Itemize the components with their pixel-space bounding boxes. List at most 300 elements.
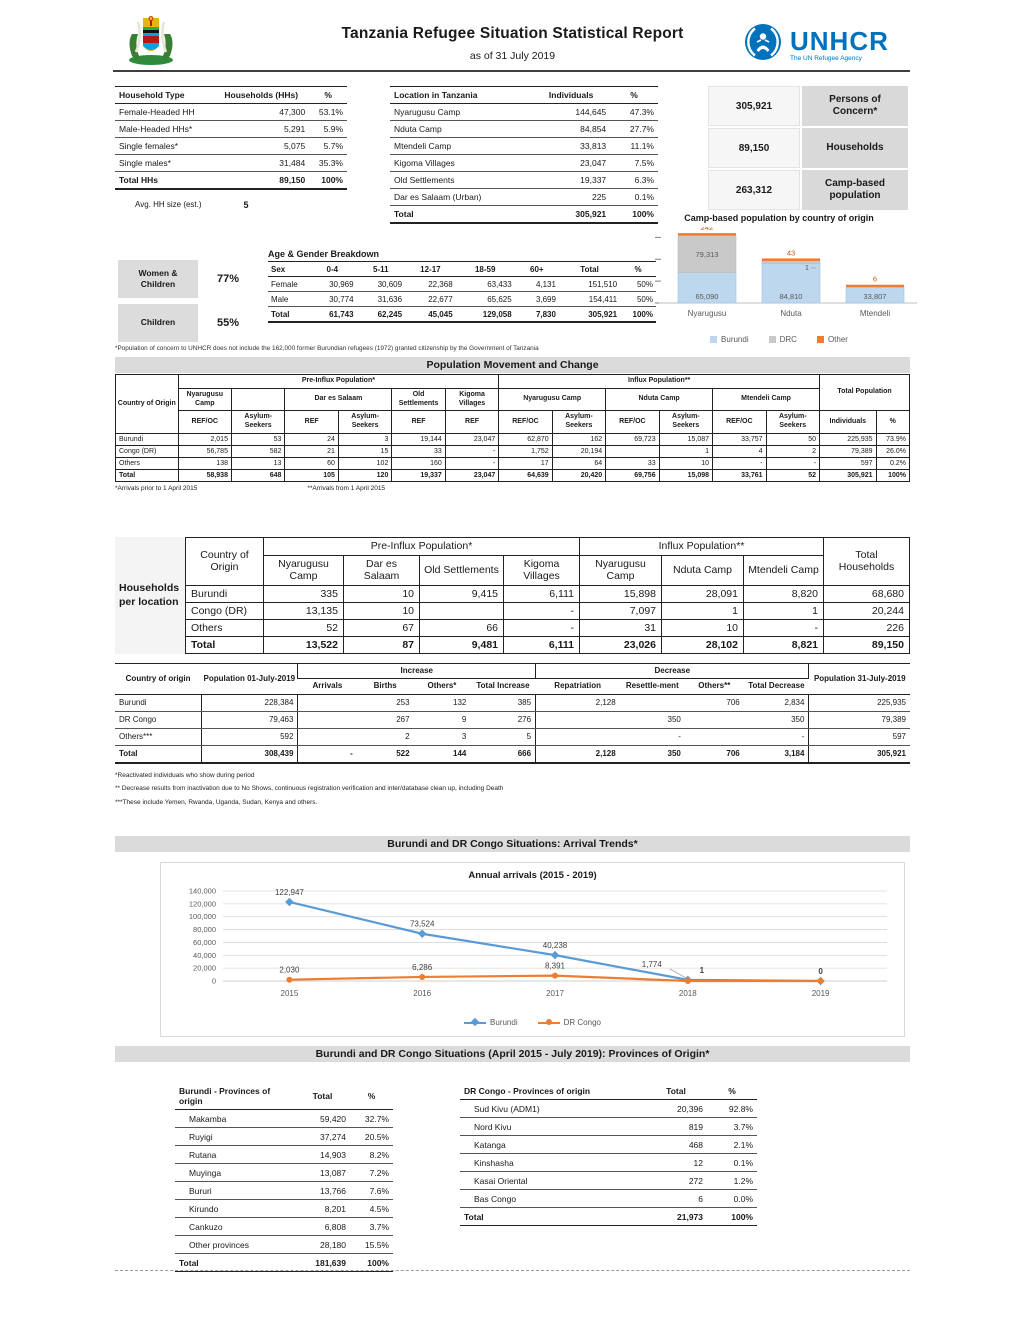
- table-cell: 73.9%: [876, 433, 909, 445]
- table-cell: Ruyigi: [175, 1128, 295, 1146]
- col-18-59: 18-59: [456, 262, 515, 277]
- table-cell: 22,368: [405, 277, 456, 292]
- table-cell: 276: [470, 711, 535, 728]
- sub-header: Asylum-Seekers: [552, 411, 605, 434]
- col-percent: %: [620, 262, 656, 277]
- table-cell: -: [744, 728, 809, 745]
- table-cell: 20,396: [645, 1100, 707, 1118]
- sub-header: Asylum-Seekers: [338, 411, 391, 434]
- table-cell: 597: [809, 728, 910, 745]
- table-cell: 2,128: [536, 745, 620, 763]
- table-cell: 9: [414, 711, 471, 728]
- col-total-households: Total Households: [824, 538, 910, 586]
- table-row: [460, 1172, 757, 1190]
- table-cell: 350: [620, 711, 685, 728]
- movement-section: [115, 357, 910, 492]
- sub-header: REF/OC: [178, 411, 231, 434]
- table-cell: 33: [392, 445, 445, 457]
- stat-value: 305,921: [708, 86, 800, 126]
- stat-label: Persons of Concern*: [802, 86, 908, 126]
- table-cell: 20,420: [552, 469, 605, 481]
- table-row: [460, 1208, 757, 1226]
- col-resettlement: Resettle-ment: [620, 679, 685, 694]
- sub-header: REF/OC: [606, 411, 659, 434]
- table-cell: 23,026: [580, 636, 662, 653]
- stat-persons-of-concern: [708, 86, 908, 126]
- table-cell: 20,244: [824, 602, 910, 619]
- table-cell: 87: [344, 636, 420, 653]
- col-increase-others: Others*: [414, 679, 471, 694]
- chart-title: Annual arrivals (2015 - 2019): [468, 870, 597, 881]
- table-cell: Male: [268, 292, 308, 307]
- table-row: [186, 636, 910, 653]
- table-cell: Rutana: [175, 1146, 295, 1164]
- table-cell: 706: [685, 745, 744, 763]
- svg-text:8,391: 8,391: [544, 961, 566, 971]
- table-cell: 27.7%: [610, 121, 658, 138]
- svg-text:Nyarugusu: Nyarugusu: [687, 309, 727, 319]
- unhcr-logo: [742, 22, 889, 67]
- table-cell: 33,813: [532, 138, 610, 155]
- page-title: Tanzania Refugee Situation Statistical Report: [341, 25, 684, 42]
- table-cell: 68,680: [824, 585, 910, 602]
- col-percent: %: [876, 411, 909, 434]
- table-cell: 2: [766, 445, 820, 457]
- table-cell: 5,075: [213, 138, 309, 155]
- table-cell: 19,337: [532, 172, 610, 189]
- table-cell: 67: [344, 619, 420, 636]
- table-row: [115, 104, 347, 121]
- table-cell: Muyinga: [175, 1164, 295, 1182]
- table-cell: 89,150: [824, 636, 910, 653]
- svg-text:2015: 2015: [280, 989, 299, 998]
- table-cell: 305,921: [809, 745, 910, 763]
- svg-text:0: 0: [211, 976, 216, 986]
- table-cell: 305,921: [559, 307, 620, 323]
- table-row: [390, 155, 658, 172]
- col-arrivals: Arrivals: [298, 679, 357, 694]
- table-cell: Female-Headed HH: [115, 104, 213, 121]
- table-cell: Kigoma Villages: [390, 155, 532, 172]
- table-cell: 35.3%: [309, 155, 347, 172]
- table-cell: 52: [766, 469, 820, 481]
- movement-footnote-pre: *Arrivals prior to 1 April 2015: [115, 484, 198, 492]
- svg-text:100,000: 100,000: [188, 912, 216, 922]
- table-row: [175, 1200, 393, 1218]
- table-cell: [536, 728, 620, 745]
- age-gender-table: [268, 249, 656, 323]
- table-row: [115, 121, 347, 138]
- table-row: [390, 104, 658, 121]
- table-cell: Others: [116, 457, 179, 469]
- col-country-of-origin: Country of Origin: [116, 375, 179, 434]
- svg-text:140,000: 140,000: [188, 886, 216, 896]
- svg-text:2017: 2017: [546, 989, 564, 998]
- svg-text:43: 43: [786, 248, 796, 258]
- page-subtitle: as of 31 July 2019: [469, 50, 556, 62]
- table-cell: Kinshasha: [460, 1154, 645, 1172]
- col-province: Burundi - Provinces of origin: [175, 1083, 295, 1110]
- table-cell: 45,045: [405, 307, 456, 323]
- stat-value: 263,312: [708, 170, 800, 210]
- svg-text:120,000: 120,000: [188, 899, 216, 909]
- svg-text:2016: 2016: [413, 989, 432, 998]
- table-cell: Kirundo: [175, 1200, 295, 1218]
- table-cell: 13,522: [264, 636, 344, 653]
- table-cell: Katanga: [460, 1136, 645, 1154]
- table-cell: Makamba: [175, 1110, 295, 1128]
- table-cell: 267: [357, 711, 414, 728]
- table-cell: 62,870: [499, 433, 552, 445]
- table-cell: 65,625: [456, 292, 515, 307]
- table-cell: 2.1%: [707, 1136, 757, 1154]
- households-location-label: Households per location: [115, 537, 185, 654]
- legend-item: [538, 1018, 601, 1027]
- table-row: [115, 155, 347, 172]
- table-cell: 8,820: [744, 585, 824, 602]
- table-cell: 15.5%: [350, 1236, 393, 1254]
- table-cell: 100%: [876, 469, 909, 481]
- table-cell: 582: [231, 445, 284, 457]
- camp-population-chart: [633, 212, 925, 344]
- table-cell: 7,830: [515, 307, 559, 323]
- svg-text:20,000: 20,000: [193, 963, 216, 973]
- table-cell: 63,433: [456, 277, 515, 292]
- table-cell: -: [766, 457, 820, 469]
- table-cell: 61,743: [308, 307, 357, 323]
- avg-hh-label: Avg. HH size (est.): [135, 200, 202, 209]
- table-cell: 20.5%: [350, 1128, 393, 1146]
- camp-header: Kigoma Villages: [445, 388, 498, 411]
- table-cell: 30,774: [308, 292, 357, 307]
- table-cell: 89,150: [213, 172, 309, 190]
- table-row: [115, 745, 910, 763]
- table-cell: 62,245: [357, 307, 406, 323]
- group-influx: Influx Population**: [580, 538, 824, 556]
- table-cell: -: [445, 445, 498, 457]
- table-cell: 1,752: [499, 445, 552, 457]
- table-cell: 5.7%: [309, 138, 347, 155]
- table-cell: -: [445, 457, 498, 469]
- table-cell: 3.7%: [707, 1118, 757, 1136]
- table-cell: 30,969: [308, 277, 357, 292]
- table-header-row: [116, 375, 910, 389]
- table-cell: 468: [645, 1136, 707, 1154]
- table-header-row: [186, 555, 910, 585]
- table-cell: 53.1%: [309, 104, 347, 121]
- legend-line-marker: [538, 1022, 560, 1024]
- svg-text:122,947: 122,947: [274, 887, 304, 897]
- table-row: [460, 1118, 757, 1136]
- table-cell: 228,384: [201, 694, 298, 711]
- col-total: Total: [559, 262, 620, 277]
- household-type-table: [115, 86, 347, 210]
- svg-text:60,000: 60,000: [193, 937, 216, 947]
- table-cell: 226: [824, 619, 910, 636]
- table-cell: 14,903: [295, 1146, 350, 1164]
- table-cell: Mtendeli Camp: [390, 138, 532, 155]
- col-individuals: Individuals: [532, 87, 610, 104]
- change-footnote-2: ** Decrease results from inactivation due to No Shows, continuous registration verification and inter/database clean up, including Death: [115, 785, 504, 793]
- table-cell: 8.2%: [350, 1146, 393, 1164]
- svg-text:40,238: 40,238: [542, 941, 568, 951]
- table-cell: 79,463: [201, 711, 298, 728]
- camp-header: Old Settlements: [420, 555, 504, 585]
- table-cell: 60: [285, 457, 338, 469]
- camp-header: Nyarugusu Camp: [264, 555, 344, 585]
- table-cell: 1: [662, 602, 744, 619]
- col-percent: %: [309, 87, 347, 104]
- legend-item: [817, 335, 848, 344]
- col-total-decrease: Total Decrease: [744, 679, 809, 694]
- legend-item: [769, 335, 797, 344]
- footer-dashed-divider: [115, 1270, 910, 1271]
- table-cell: -: [298, 745, 357, 763]
- table-row: [390, 189, 658, 206]
- table-row: [390, 172, 658, 189]
- table-cell: 6,111: [504, 636, 580, 653]
- table-cell: 129,058: [456, 307, 515, 323]
- col-location: Location in Tanzania: [390, 87, 532, 104]
- table-row: [116, 433, 910, 445]
- table-cell: 30,609: [357, 277, 406, 292]
- table-cell: Total HHs: [115, 172, 213, 190]
- camp-header: Dar es Salaam: [285, 388, 392, 411]
- circle-marker-icon: [546, 1019, 552, 1025]
- table-cell: 648: [231, 469, 284, 481]
- table-cell: Old Settlements: [390, 172, 532, 189]
- table-cell: 3,699: [515, 292, 559, 307]
- table-cell: 305,921: [820, 469, 876, 481]
- change-footnote-1: *Reactivated individuals who show during period: [115, 771, 255, 779]
- table-cell: 6: [645, 1190, 707, 1208]
- table-cell: 2,128: [536, 694, 620, 711]
- table-cell: 2,015: [178, 433, 231, 445]
- table-cell: 33: [606, 457, 659, 469]
- table-cell: -: [744, 619, 824, 636]
- legend-swatch: [817, 336, 824, 343]
- svg-text:6: 6: [872, 274, 878, 284]
- camp-header: Nduta Camp: [606, 388, 713, 411]
- table-cell: 33,757: [713, 433, 766, 445]
- households-location-section: [115, 537, 910, 654]
- camp-header: Old Settlements: [392, 388, 445, 411]
- movement-footnote-influx: **Arrivals from 1 April 2015: [307, 484, 386, 492]
- camp-chart-legend: [633, 335, 925, 344]
- table-cell: 21,973: [645, 1208, 707, 1226]
- table-cell: 253: [357, 694, 414, 711]
- table-cell: 15,898: [580, 585, 662, 602]
- table-row: [390, 206, 658, 224]
- table-cell: 7,097: [580, 602, 662, 619]
- table-cell: 64,639: [499, 469, 552, 481]
- demographics-summary: [118, 260, 268, 348]
- col-60plus: 60+: [515, 262, 559, 277]
- table-cell: -: [504, 602, 580, 619]
- table-cell: Others***: [115, 728, 201, 745]
- table-cell: 1: [744, 602, 824, 619]
- table-cell: 4: [713, 445, 766, 457]
- stat-label: Households: [802, 128, 908, 168]
- camp-header: Nyarugusu Camp: [499, 388, 606, 411]
- table-cell: 272: [645, 1172, 707, 1190]
- table-cell: Kasai Oriental: [460, 1172, 645, 1190]
- table-cell: 17: [499, 457, 552, 469]
- svg-text:242: 242: [700, 227, 714, 233]
- population-footnote: *Population of concern to UNHCR does not include the 162,000 former Burundian refugees (1972) granted citizenship by the Government of Tanzania: [115, 345, 539, 352]
- col-births: Births: [357, 679, 414, 694]
- table-row: [175, 1110, 393, 1128]
- sub-header: REF: [285, 411, 338, 434]
- table-row: [460, 1154, 757, 1172]
- table-cell: Other provinces: [175, 1236, 295, 1254]
- table-cell: 100%: [350, 1254, 393, 1272]
- table-cell: 64: [552, 457, 605, 469]
- table-cell: Bas Congo: [460, 1190, 645, 1208]
- svg-text:1: 1: [699, 965, 705, 975]
- table-row: [116, 457, 910, 469]
- table-cell: 308,439: [201, 745, 298, 763]
- table-cell: Burundi: [186, 585, 264, 602]
- arrival-trends-chart-svg: [161, 881, 904, 1013]
- table-cell: 5.9%: [309, 121, 347, 138]
- legend-label: Burundi: [721, 335, 749, 345]
- table-cell: Total: [268, 307, 308, 323]
- table-row: [186, 585, 910, 602]
- table-cell: 28,180: [295, 1236, 350, 1254]
- table-cell: 350: [744, 711, 809, 728]
- table-cell: 0.2%: [876, 457, 909, 469]
- table-cell: 592: [201, 728, 298, 745]
- table-cell: 53: [231, 433, 284, 445]
- table-cell: 100%: [309, 172, 347, 190]
- table-cell: 52: [264, 619, 344, 636]
- col-population-end: Population 31-July-2019: [809, 664, 910, 695]
- svg-text:33,807: 33,807: [863, 292, 887, 302]
- table-cell: 305,921: [532, 206, 610, 224]
- table-cell: 162: [552, 433, 605, 445]
- table-cell: [685, 728, 744, 745]
- diamond-marker-icon: [471, 1018, 479, 1026]
- table-cell: 10: [344, 602, 420, 619]
- table-cell: -: [504, 619, 580, 636]
- table-cell: Nyarugusu Camp: [390, 104, 532, 121]
- col-total-increase: Total Increase: [470, 679, 535, 694]
- table-cell: Total: [390, 206, 532, 224]
- table-cell: 37,274: [295, 1128, 350, 1146]
- change-footnote-3: ***These include Yemen, Rwanda, Uganda, Sudan, Kenya and others.: [115, 799, 318, 807]
- group-pre-influx: Pre-Influx Population*: [264, 538, 580, 556]
- table-cell: [298, 728, 357, 745]
- women-children-value: 77%: [216, 273, 240, 285]
- table-row: [186, 619, 910, 636]
- table-cell: DR Congo: [115, 711, 201, 728]
- col-12-17: 12-17: [405, 262, 456, 277]
- table-row: [115, 728, 910, 745]
- table-cell: 11.1%: [610, 138, 658, 155]
- table-cell: 15,098: [659, 469, 712, 481]
- camp-header: Mtendeli Camp: [744, 555, 824, 585]
- legend-line-marker: [464, 1022, 486, 1024]
- svg-text:1,774: 1,774: [641, 959, 662, 969]
- table-row: [186, 602, 910, 619]
- col-repatriation: Repatriation: [536, 679, 620, 694]
- table-cell: 15: [338, 445, 391, 457]
- table-cell: -: [713, 457, 766, 469]
- table-cell: 23,047: [445, 433, 498, 445]
- section-title-movement: Population Movement and Change: [115, 357, 910, 373]
- camp-header: Mtendeli Camp: [713, 388, 820, 411]
- sub-header: REF: [445, 411, 498, 434]
- table-cell: 144: [414, 745, 471, 763]
- group-total-population: Total Population: [820, 375, 910, 411]
- table-row: [175, 1128, 393, 1146]
- table-cell: 13,135: [264, 602, 344, 619]
- table-cell: 706: [685, 694, 744, 711]
- table-header-row: [175, 1083, 393, 1110]
- children-label: Children: [118, 304, 198, 342]
- table-cell: 50%: [620, 277, 656, 292]
- stat-label: Camp-based population: [802, 170, 908, 210]
- table-row: [116, 469, 910, 481]
- table-row: [115, 172, 347, 190]
- avg-hh-size: [115, 200, 347, 210]
- table-cell: 105: [285, 469, 338, 481]
- table-cell: Sud Kivu (ADM1): [460, 1100, 645, 1118]
- sub-header: Asylum-Seekers: [659, 411, 712, 434]
- table-cell: 13,766: [295, 1182, 350, 1200]
- stat-camp-population: [708, 170, 908, 210]
- table-cell: 47,300: [213, 104, 309, 121]
- table-cell: [420, 602, 504, 619]
- table-cell: 20,194: [552, 445, 605, 457]
- table-cell: 28,102: [662, 636, 744, 653]
- col-0-4: 0-4: [308, 262, 357, 277]
- svg-text:1: 1: [805, 265, 809, 273]
- table-cell: 47.3%: [610, 104, 658, 121]
- section-title-arrival-trends: Burundi and DR Congo Situations: Arrival Trends*: [115, 836, 910, 852]
- table-cell: 13: [231, 457, 284, 469]
- table-row: [268, 277, 656, 292]
- tanzania-emblem: [118, 14, 184, 71]
- camp-population-chart-svg: [633, 227, 925, 329]
- table-cell: [298, 694, 357, 711]
- table-cell: Single females*: [115, 138, 213, 155]
- col-household-type: Household Type: [115, 87, 213, 104]
- table-cell: 10: [662, 619, 744, 636]
- legend-label: Burundi: [490, 1018, 518, 1027]
- sub-header: REF/OC: [499, 411, 552, 434]
- col-total: Total: [645, 1083, 707, 1100]
- table-row: [115, 138, 347, 155]
- arrival-trends-chart: [160, 862, 905, 1037]
- legend-swatch: [769, 336, 776, 343]
- table-cell: 7.6%: [350, 1182, 393, 1200]
- table-cell: [606, 445, 659, 457]
- table-cell: 181,639: [295, 1254, 350, 1272]
- stat-value: 89,150: [708, 128, 800, 168]
- table-cell: Male-Headed HHs*: [115, 121, 213, 138]
- table-cell: 84,854: [532, 121, 610, 138]
- table-cell: 132: [414, 694, 471, 711]
- table-cell: 144,645: [532, 104, 610, 121]
- table-cell: 66: [420, 619, 504, 636]
- table-cell: 666: [470, 745, 535, 763]
- section-title-provinces: Burundi and DR Congo Situations (April 2015 - July 2019): Provinces of Origin*: [115, 1046, 910, 1062]
- col-percent: %: [707, 1083, 757, 1100]
- table-cell: 28,091: [662, 585, 744, 602]
- svg-text:6,286: 6,286: [412, 962, 433, 972]
